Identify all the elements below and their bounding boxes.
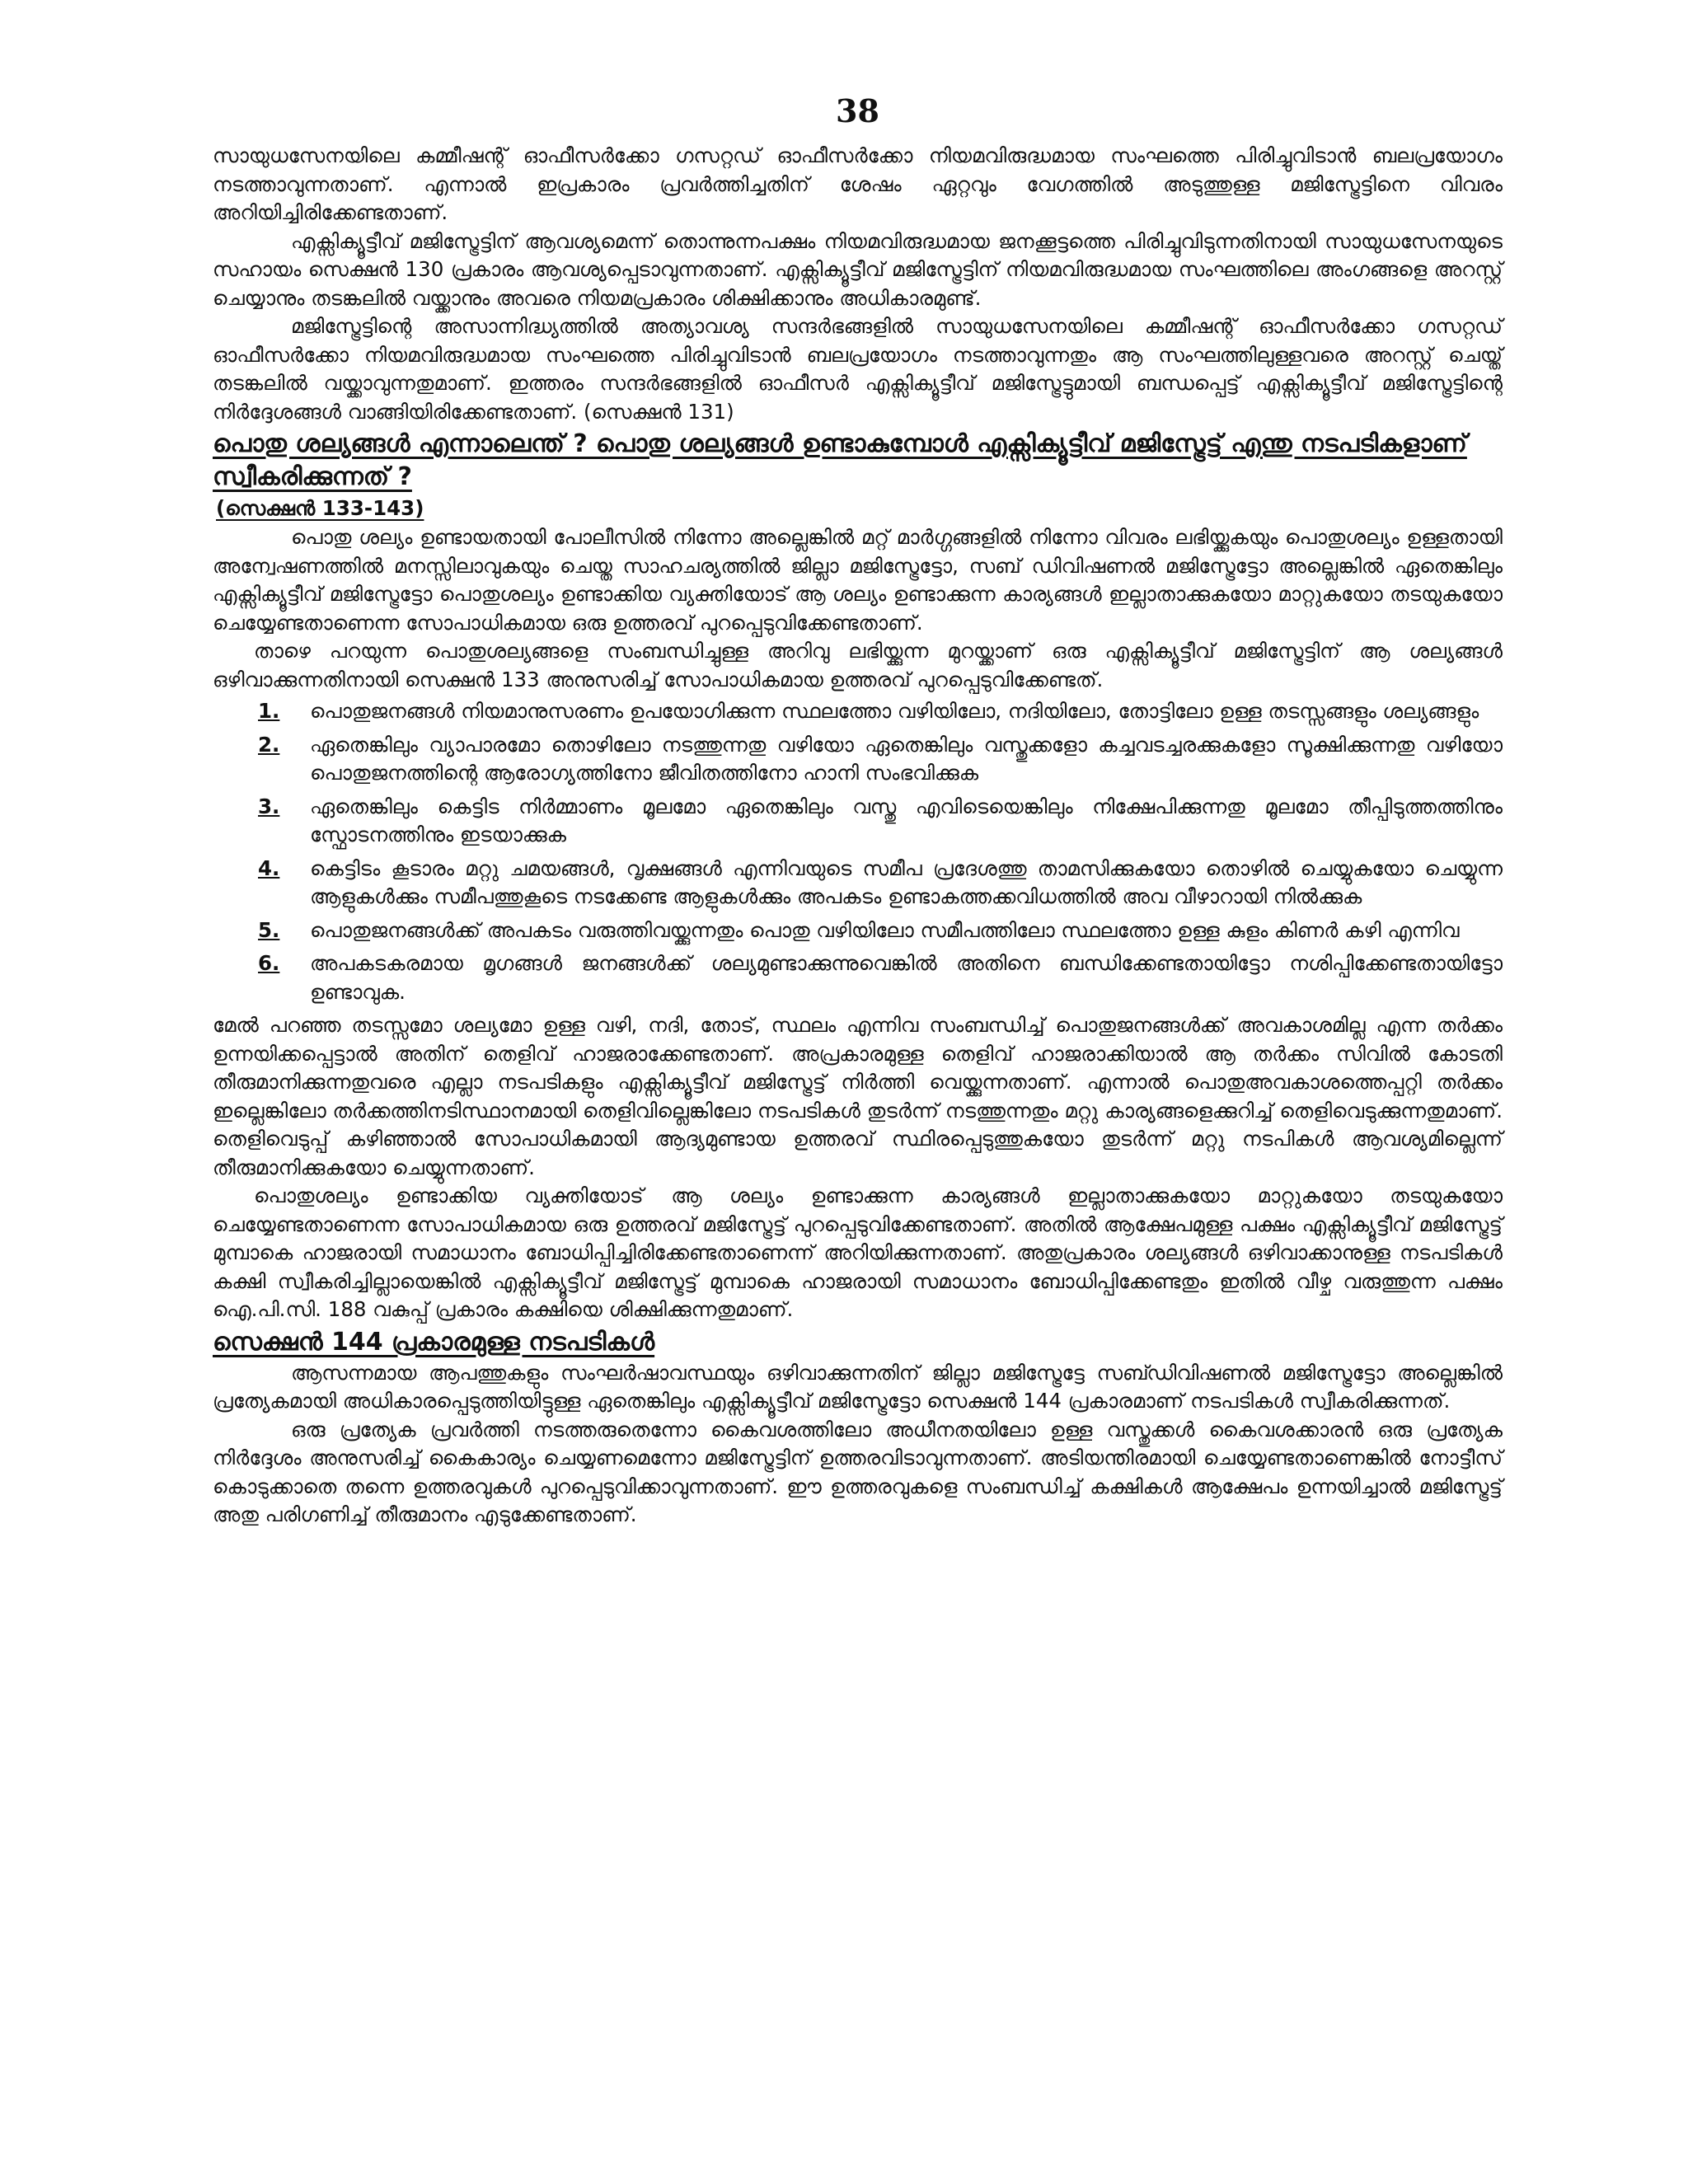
paragraph: പൊതു ശല്യം ഉണ്ടായതായി പോലീസിൽ നിന്നോ അല്ലെങ്കിൽ മറ്റ് മാർഗ്ഗങ്ങളിൽ നിന്നോ വിവരം ലഭിയ്ക്കുകയും പൊതുശല്യം ഉള്ളതായി അന്വേഷണത്തിൽ മനസ്സിലാവുകയും ചെയ്ത സാഹചര്യത്തിൽ ജില്ലാ മജിസ്ട്രേട്ടോ, സബ് ഡിവിഷണൽ മജിസ്ട്രേട്ടോ അല്ലെങ്കിൽ ഏതെങ്കിലും എക്സിക്യൂട്ടീവ് മജിസ്ട്രേട്ടോ പൊതുശല്യം ഉണ്ടാക്കിയ വ്യക്തിയോട് ആ ശല്യം ഉണ്ടാക്കുന്ന കാര്യങ്ങൾ ഇല്ലാതാക്കുകയോ മാറ്റുകയോ തടയുകയോ ചെയ്യേണ്ടതാണെന്ന സോപാധികമായ ഒരു ഉത്തരവ് പുറപ്പെടുവിക്കേണ്ടതാണ്. xyxy=(213,525,1503,635)
list-item-text: പൊതുജനങ്ങൾ നിയമാനുസരണം ഉപയോഗിക്കുന്ന സ്ഥലത്തോ വഴിയിലോ, നദിയിലോ, തോട്ടിലോ ഉള്ള തടസ്സങ്ങളും ശല്യങ്ങളും xyxy=(310,699,1479,723)
list-number: 5. xyxy=(258,917,280,942)
section-reference-text: (സെക്ഷൻ 133-143) xyxy=(216,496,424,520)
list-item-text: പൊതുജനങ്ങൾക്ക് അപകടം വരുത്തിവയ്ക്കുന്നതും പൊതു വഴിയിലോ സമീപത്തിലോ സ്ഥലത്തോ ഉള്ള കുളം കിണർ കഴി എന്നിവ xyxy=(310,917,1460,942)
section-heading xyxy=(213,1326,1503,1359)
list-item xyxy=(213,916,1503,945)
list-item xyxy=(213,793,1503,850)
page-number: 38 xyxy=(836,92,879,129)
section-reference xyxy=(216,494,1503,523)
list-number: 6. xyxy=(258,951,280,975)
nuisance-list xyxy=(213,697,1503,1006)
paragraph: എക്സിക്യൂട്ടീവ് മജിസ്ട്രേട്ടിന് ആവശ്യമെന്ന് തൊന്നുന്നപക്ഷം നിയമവിരുദ്ധമായ ജനക്കൂട്ടത്തെ പിരിച്ചുവിടുന്നതിനായി സായുധസേനയുടെ സഹായം സെക്ഷൻ 130 പ്രകാരം ആവശ്യപ്പെടാവുന്നതാണ്. എക്സിക്യൂട്ടീവ് മജിസ്ട്രേട്ടിന് നിയമവിരുദ്ധമായ സംഘത്തിലെ അംഗങ്ങളെ അറസ്റ്റ് ചെയ്യാനും തടങ്കലിൽ വയ്ക്കാനും അവരെ നിയമപ്രകാരം ശിക്ഷിക്കാനും അധികാരമുണ്ട്. xyxy=(213,228,1503,310)
list-number: 3. xyxy=(258,794,280,818)
list-item-text: അപകടകരമായ മൃഗങ്ങൾ ജനങ്ങൾക്ക് ശല്യമുണ്ടാക്കുന്നുവെങ്കിൽ അതിനെ ബന്ധിക്കേണ്ടതായിട്ടോ നശിപ്പിക്കേണ്ടതായിട്ടോ ഉണ്ടാവുക. xyxy=(310,951,1503,1004)
section-heading-text: പൊതു ശല്യങ്ങൾ എന്നാലെന്ത് ? പൊതു ശല്യങ്ങൾ ഉണ്ടാകുമ്പോൾ എക്സിക്യൂട്ടീവ് മജിസ്ട്രേട്ട് എന്തു നടപടികളാണ് സ്വീകരിക്കുന്നത് ? xyxy=(213,429,1467,491)
list-item-text: കെട്ടിടം കൂടാരം മറ്റു ചമയങ്ങൾ, വൃക്ഷങ്ങൾ എന്നിവയുടെ സമീപ പ്രദേശത്തു താമസിക്കുകയോ തൊഴിൽ ചെയ്യുകയോ ചെയ്യുന്ന ആളുകൾക്കും സമീപത്തുകൂടെ നടക്കേണ്ട ആളുകൾക്കും അപകടം ഉണ്ടാകത്തക്കവിധത്തിൽ അവ വീഴാറായി നിൽക്കുക xyxy=(310,855,1503,908)
paragraph: പൊതുശല്യം ഉണ്ടാക്കിയ വ്യക്തിയോട് ആ ശല്യം ഉണ്ടാക്കുന്ന കാര്യങ്ങൾ ഇല്ലാതാക്കുകയോ മാറ്റുകയോ തടയുകയോ ചെയ്യേണ്ടതാണെന്ന സോപാധികമായ ഒരു ഉത്തരവ് മജിസ്ട്രേട്ട് പുറപ്പെടുവിക്കേണ്ടതാണ്. അതിൽ ആക്ഷേപമുള്ള പക്ഷം എക്സിക്യൂട്ടീവ് മജിസ്ട്രേട്ട് മുമ്പാകെ ഹാജരായി സമാധാനം ബോധിപ്പിച്ചിരിക്കേണ്ടതാണെന്ന് അറിയിക്കുന്നതാണ്. അതുപ്രകാരം ശല്യങ്ങൾ ഒഴിവാക്കാനുള്ള നടപടികൾ കക്ഷി സ്വീകരിച്ചില്ലായെങ്കിൽ എക്സിക്യൂട്ടീവ് മജിസ്ട്രേട്ട് മുമ്പാകെ ഹാജരായി സമാധാനം ബോധിപ്പിക്കേണ്ടതും ഇതിൽ വീഴ്ച വരുത്തുന്ന പക്ഷം ഐ.പി.സി. 188 വകുപ്പ് പ്രകാരം കക്ഷിയെ ശിക്ഷിക്കുന്നതുമാണ്. xyxy=(213,1183,1503,1321)
list-item xyxy=(213,697,1503,726)
paragraph: ഒരു പ്രത്യേക പ്രവർത്തി നടത്തരുതെന്നോ കൈവശത്തിലോ അധീനതയിലോ ഉള്ള വസ്തുക്കൾ കൈവശക്കാരൻ ഒരു പ്രത്യേക നിർദ്ദേശം അനുസരിച്ച് കൈകാര്യം ചെയ്യണമെന്നോ മജിസ്ട്രേട്ടിന് ഉത്തരവിടാവുന്നതാണ്. അടിയന്തിരമായി ചെയ്യേണ്ടതാണെങ്കിൽ നോട്ടീസ് കൊടുക്കാതെ തന്നെ ഉത്തരവുകൾ പുറപ്പെടുവിക്കാവുന്നതാണ്. ഈ ഉത്തരവുകളെ സംബന്ധിച്ച് കക്ഷികൾ ആക്ഷേപം ഉന്നയിച്ചാൽ മജിസ്ട്രേട്ട് അതു പരിഗണിച്ച് തീരുമാനം എടുക്കേണ്ടതാണ്. xyxy=(213,1417,1503,1526)
list-item xyxy=(213,855,1503,912)
list-number: 2. xyxy=(258,732,280,757)
list-item-text: ഏതെങ്കിലും കെട്ടിട നിർമ്മാണം മൂലമോ ഏതെങ്കിലും വസ്തു എവിടെയെങ്കിലും നിക്ഷേപിക്കുന്നതു മൂലമോ തീപ്പിടുത്തത്തിനും സ്ഫോടനത്തിനും ഇടയാക്കുക xyxy=(310,794,1503,846)
paragraph: മേൽ പറഞ്ഞ തടസ്സമോ ശല്യമോ ഉള്ള വഴി, നദി, തോട്, സ്ഥലം എന്നിവ സംബന്ധിച്ച് പൊതുജനങ്ങൾക്ക് അവകാശമില്ല എന്ന തർക്കം ഉന്നയിക്കപ്പെട്ടാൽ അതിന് തെളിവ് ഹാജരാക്കേണ്ടതാണ്. അപ്രകാരമുള്ള തെളിവ് ഹാജരാക്കിയാൽ ആ തർക്കം സിവിൽ കോടതി തീരുമാനിക്കുന്നതുവരെ എല്ലാ നടപടികളും എക്സിക്യൂട്ടീവ് മജിസ്ട്രേട്ട് നിർത്തി വെയ്ക്കുന്നതാണ്. എന്നാൽ പൊതുഅവകാശത്തെപ്പറ്റി തർക്കം ഇല്ലെങ്കിലോ തർക്കത്തിനടിസ്ഥാനമായി തെളിവില്ലെങ്കിലോ നടപടികൾ തുടർന്ന് നടത്തുന്നതും മറ്റു കാര്യങ്ങളെക്കുറിച്ച് തെളിവെടുക്കുന്നതുമാണ്. തെളിവെടുപ്പ് കഴിഞ്ഞാൽ സോപാധികമായി ആദ്യമുണ്ടായ ഉത്തരവ് സ്ഥിരപ്പെടുത്തുകയോ തുടർന്ന് മറ്റു നടപികൾ ആവശ്യമില്ലെന്ന് തീരുമാനിക്കുകയോ ചെയ്യുന്നതാണ്. xyxy=(213,1013,1503,1179)
list-item-text: ഏതെങ്കിലും വ്യാപാരമോ തൊഴിലോ നടത്തുന്നതു വഴിയോ ഏതെങ്കിലും വസ്തുക്കളോ കച്ചവടച്ചരക്കുകളോ സൂക്ഷിക്കുന്നതു വഴിയോ പൊതുജനത്തിന്റെ ആരോഗ്യത്തിനോ ജീവിതത്തിനോ ഹാനി സംഭവിക്കുക xyxy=(310,732,1503,785)
list-item xyxy=(213,949,1503,1006)
section-heading-text: സെക്ഷൻ 144 പ്രകാരമുള്ള നടപടികൾ xyxy=(213,1327,655,1357)
list-number: 1. xyxy=(258,699,280,723)
section-heading xyxy=(213,428,1503,494)
paragraph: മജിസ്ട്രേട്ടിന്റെ അസാന്നിദ്ധ്യത്തിൽ അത്യാവശ്യ സന്ദർഭങ്ങളിൽ സായുധസേനയിലെ കമ്മീഷന്റ് ഓഫീസർക്കോ ഗസറ്റഡ് ഓഫീസർക്കോ നിയമവിരുദ്ധമായ സംഘത്തെ പിരിച്ചുവിടാൻ ബലപ്രയോഗം നടത്താവുന്നതും ആ സംഘത്തിലുള്ളവരെ അറസ്റ്റ് ചെയ്ത് തടങ്കലിൽ വയ്ക്കാവുന്നതുമാണ്. ഇത്തരം സന്ദർഭങ്ങളിൽ ഓഫീസർ എക്സിക്യൂട്ടീവ് മജിസ്ട്രേട്ടുമായി ബന്ധപ്പെട്ട് എക്സിക്യൂട്ടീവ് മജിസ്ട്രേട്ടിന്റെ നിർദ്ദേശങ്ങൾ വാങ്ങിയിരിക്കേണ്ടതാണ്. (സെക്ഷൻ 131) xyxy=(213,314,1503,424)
list-number: 4. xyxy=(258,855,280,880)
paragraph: താഴെ പറയുന്ന പൊതുശല്യങ്ങളെ സംബന്ധിച്ചുള്ള അറിവു ലഭിയ്ക്കുന്ന മുറയ്ക്കാണ് ഒരു എക്സിക്യൂട്ടീവ് മജിസ്ട്രേട്ടിന് ആ ശല്യങ്ങൾ ഒഴിവാക്കുന്നതിനായി സെക്ഷൻ 133 അനുസരിച്ച് സോപാധികമായ ഉത്തരവ് പുറപ്പെടുവിക്കേണ്ടത്. xyxy=(213,639,1503,691)
paragraph: ആസന്നമായ ആപത്തുകളും സംഘർഷാവസ്ഥയും ഒഴിവാക്കുന്നതിന് ജില്ലാ മജിസ്ട്രേട്ടേ സബ്ഡിവിഷണൽ മജിസ്ട്രേട്ടോ അല്ലെങ്കിൽ പ്രത്യേകമായി അധികാരപ്പെടുത്തിയിട്ടുള്ള ഏതെങ്കിലും എക്സിക്യൂട്ടീവ് മജിസ്ട്രേട്ടോ സെക്ഷൻ 144 പ്രകാരമാണ് നടപടികൾ സ്വീകരിക്കുന്നത്. xyxy=(213,1360,1503,1413)
paragraph: സായുധസേനയിലെ കമ്മീഷന്റ് ഓഫീസർക്കോ ഗസറ്റഡ് ഓഫീസർക്കോ നിയമവിരുദ്ധമായ സംഘത്തെ പിരിച്ചുവിടാൻ ബലപ്രയോഗം നടത്താവുന്നതാണ്. എന്നാൽ ഇപ്രകാരം പ്രവർത്തിച്ചതിന് ശേഷം ഏറ്റവും വേഗത്തിൽ അടുത്തുള്ള മജിസ്ട്രേട്ടിനെ വിവരം അറിയിച്ചിരിക്കേണ്ടതാണ്. xyxy=(213,143,1503,224)
list-item xyxy=(213,731,1503,788)
